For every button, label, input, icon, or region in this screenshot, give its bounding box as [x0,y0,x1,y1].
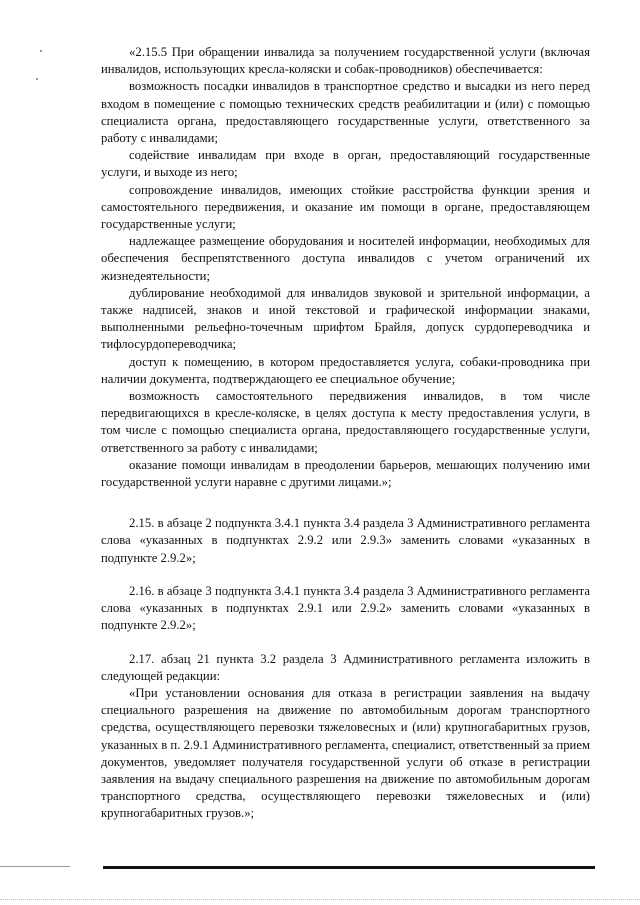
footer-rule-left [0,866,70,867]
clause-2-15-5-intro: «2.15.5 При обращении инвалида за получением государственной услуги (включая инвалидов, использующих кресла-коляски и собак-проводников) обеспечивается: [101,45,590,77]
paragraph: возможность посадки инвалидов в транспортное средство и высадки из него перед входом в помещение с помощью технических средств реабилитации и (или) с помощью специалиста органа, предоставляющего государственные услуги, ответственного за работу с инвалидами; [101,79,590,146]
spacer [101,567,590,583]
spacer [101,635,590,651]
spacer [101,491,590,515]
document-body [101,44,590,823]
paragraph: «При установлении основания для отказа в регистрации заявления на выдачу специального разрешения на движение по автомобильным дорогам транспортного средства, осуществляющего перевозки тяжеловесных и (или) крупногабаритных грузов, указанных в п. 2.9.1 Административного регламента, специалист, ответственный за прием документов, уведомляет получателя государственной услуги об отказе в регистрации заявления на выдачу специального разрешения на движение по автомобильным дорогам транспортного средства, осуществляющего перевозки тяжеловесных и (или) крупногабаритных грузов.»; [101,685,590,821]
paragraph: оказание помощи инвалидам в преодолении барьеров, мешающих получению ими государственной услуги наравне с другими лицами.»; [101,457,590,490]
paragraph: сопровождение инвалидов, имеющих стойкие расстройства функции зрения и самостоятельного передвижения, и оказание им помощи в органе, предоставляющем государственные услуги; [101,182,590,232]
clause-2-17: 2.17. абзац 21 пункта 3.2 раздела 3 Административного регламента изложить в следующей редакции: [101,651,590,683]
paragraph: дублирование необходимой для инвалидов звуковой и зрительной информации, а также надписей, знаков и иной текстовой и графической информации знаками, выполненными рельефно-точечным шрифтом Брайля, допуск сурдопереводчика и тифлосурдопереводчика; [101,285,590,352]
scan-speck [36,78,38,80]
clause-2-16: 2.16. в абзаце 3 подпункта 3.4.1 пункта 3.4 раздела 3 Административного регламента слова «указанных в подпунктах 2.9.1 или 2.9.2» заменить словами «указанных в подпункте 2.9.2»; [101,583,590,633]
paragraph: доступ к помещению, в котором предоставляется услуга, собаки-проводника при наличии документа, подтверждающего ее специальное обучение; [101,354,590,386]
paragraph: возможность самостоятельного передвижения инвалидов, в том числе передвигающихся в кресле-коляске, в целях доступа к месту предоставления услуги, в том числе с помощью специалиста органа, предоставляющего государственные услуги, ответственного за работу с инвалидами; [101,389,590,455]
scan-edge [0,899,640,901]
paragraph: содействие инвалидам при входе в орган, предоставляющий государственные услуги, и выходе из него; [101,148,590,180]
clause-2-15: 2.15. в абзаце 2 подпункта 3.4.1 пункта 3.4 раздела 3 Административного регламента слова «указанных в подпунктах 2.9.2 или 2.9.3» заменить словами «указанных в подпункте 2.9.2»; [101,516,590,565]
scan-speck [40,50,42,52]
paragraph: надлежащее размещение оборудования и носителей информации, необходимых для обеспечения беспрепятственного доступа инвалидов с учетом ограничений их жизнедеятельности; [101,234,590,283]
footer-rule [103,866,595,869]
